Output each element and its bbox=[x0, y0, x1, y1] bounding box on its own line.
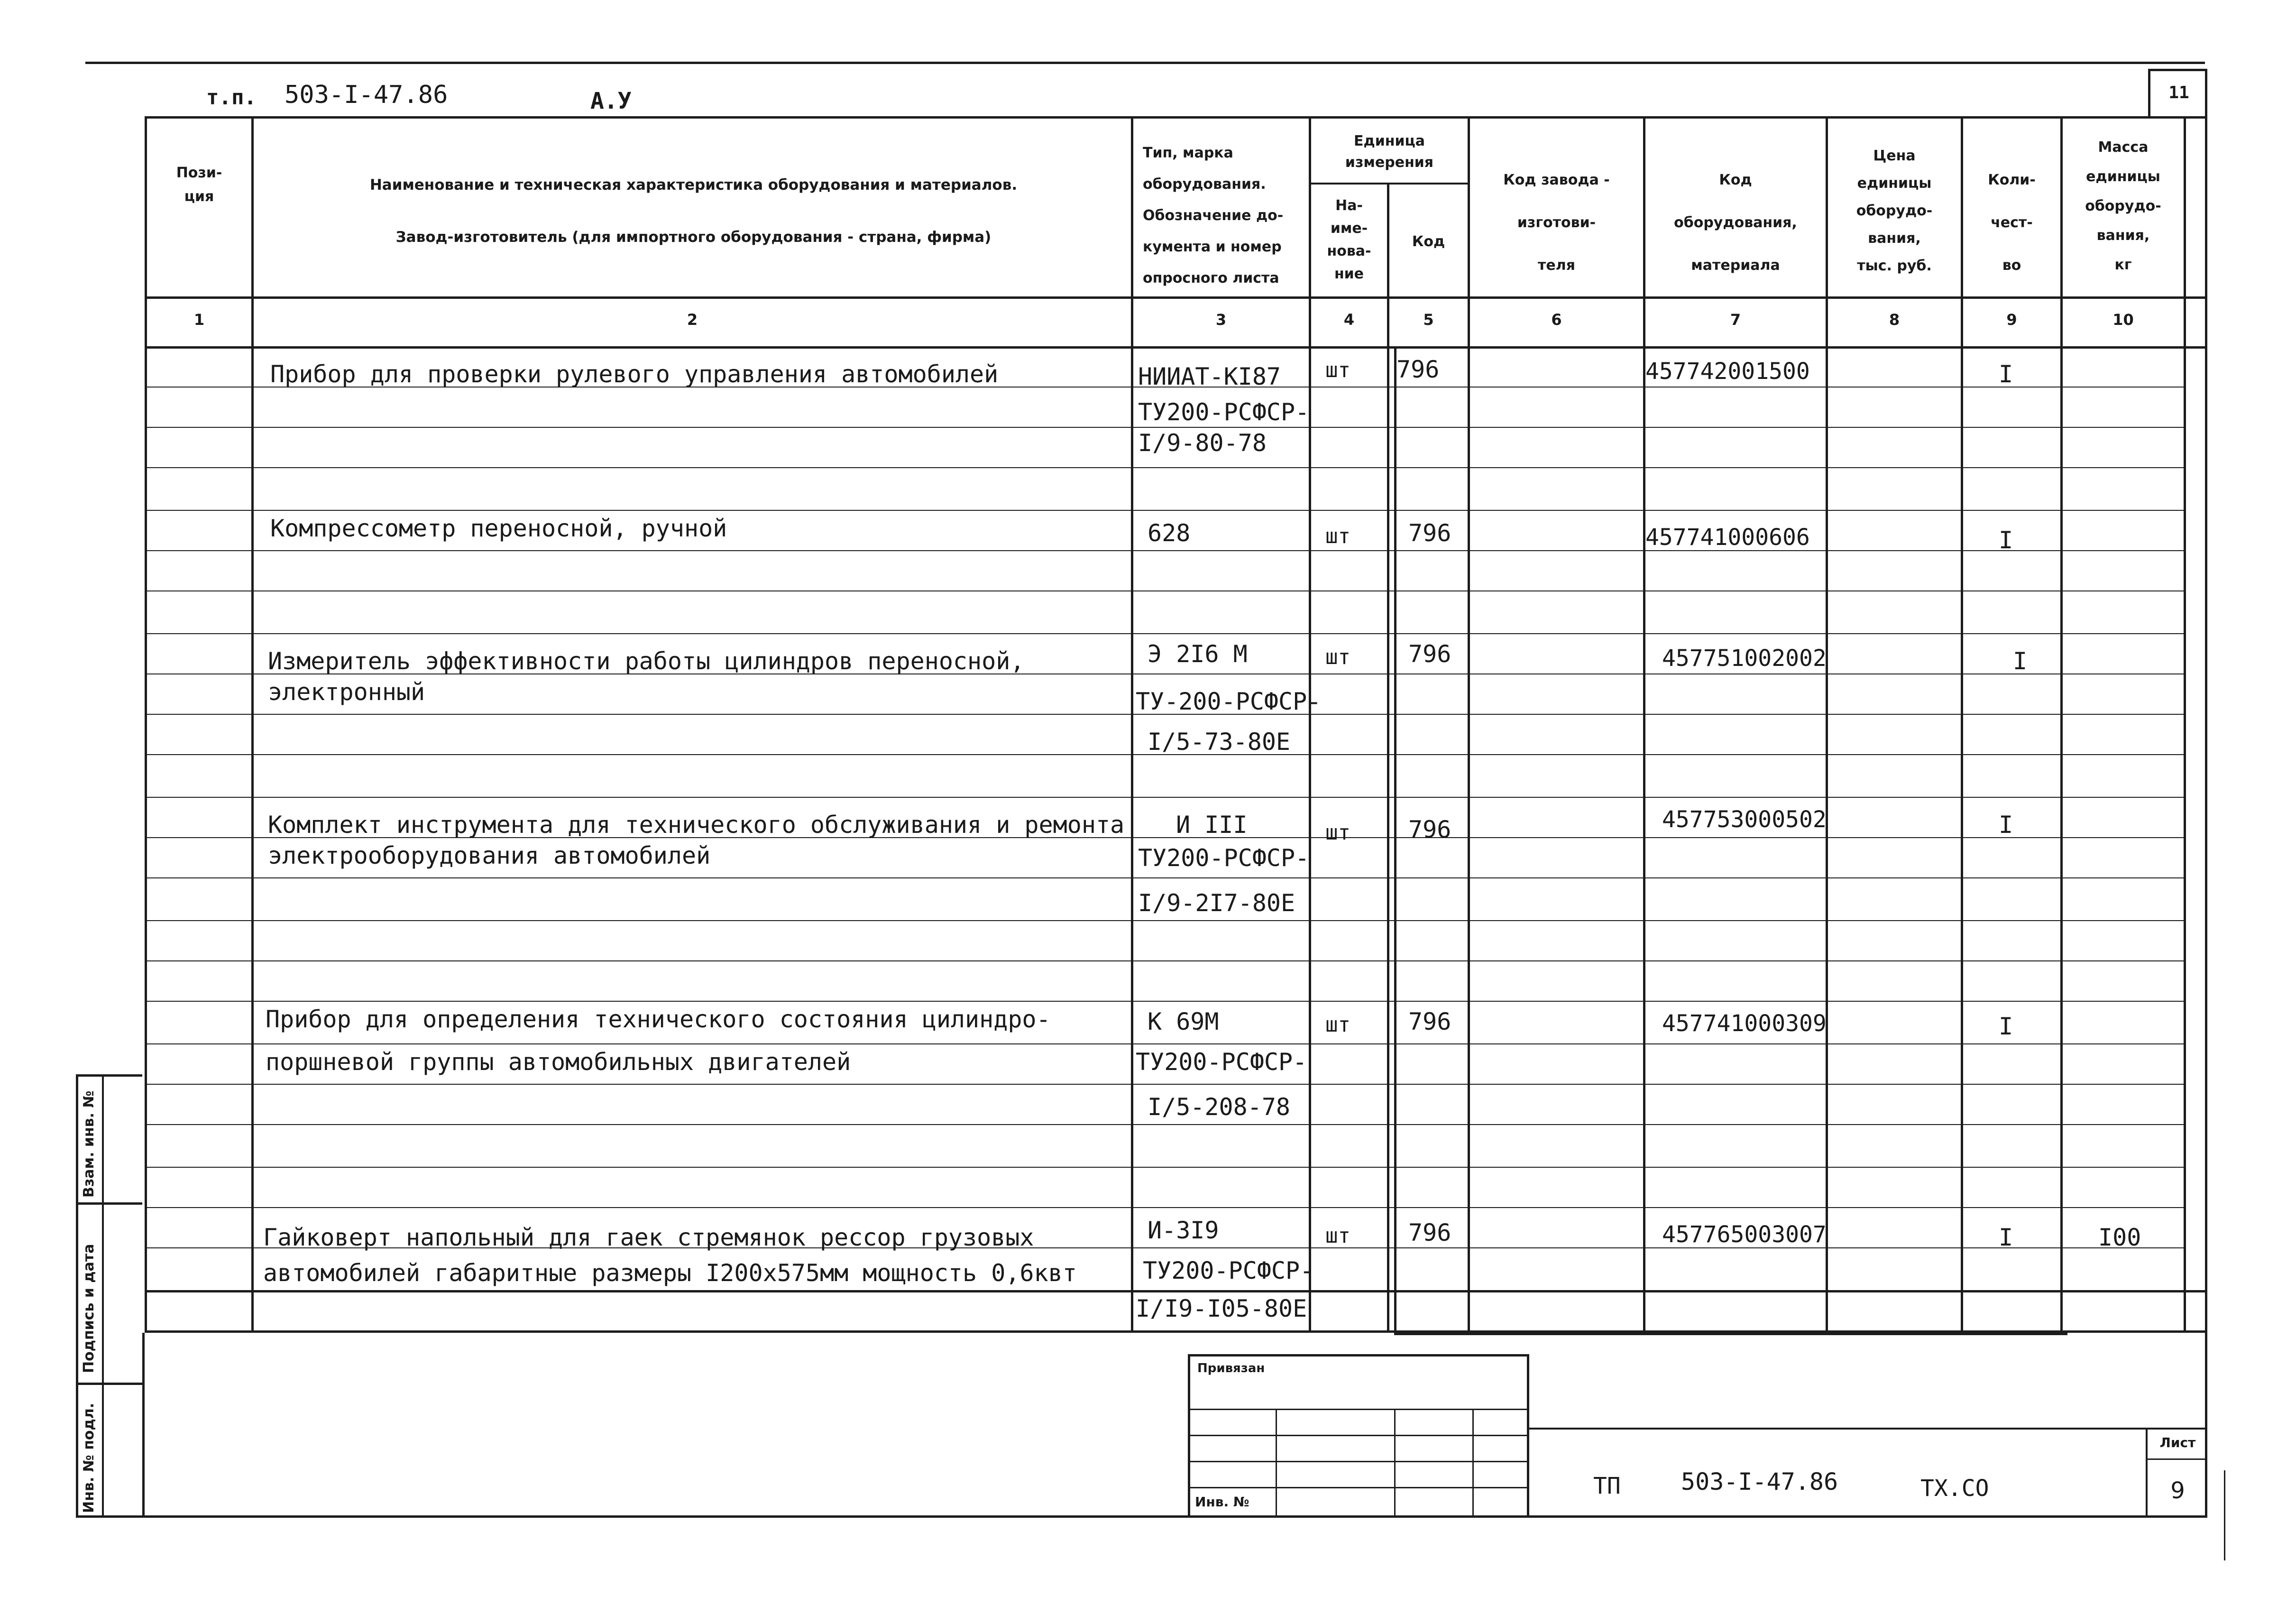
col-header-type: Тип, марка оборудования. Обозначение до- кумента и номер опросного листа bbox=[1143, 145, 1284, 286]
frame-bottom bbox=[76, 1515, 2207, 1518]
item-type: ТУ200-РСФСР- bbox=[1143, 1257, 1314, 1284]
side-label-swap: Взам. инв. № bbox=[81, 1090, 97, 1198]
item-type: I/5-208-78 bbox=[1148, 1093, 1291, 1121]
col-line-2 bbox=[1131, 116, 1133, 1333]
margin-tick bbox=[2224, 1470, 2225, 1560]
stamp-rule bbox=[1188, 1487, 1529, 1488]
item-quantity: I bbox=[2013, 647, 2028, 675]
col-number: 10 bbox=[2112, 311, 2134, 329]
item-unit-code: 796 bbox=[1408, 1008, 1451, 1035]
col-header-mass: Масса единицы оборудо- вания, кг bbox=[2085, 139, 2161, 273]
col-header-unit-name: На- име- нова- ние bbox=[1327, 197, 1371, 282]
titleblock-doc: 503-I-47.86 bbox=[1681, 1468, 1838, 1495]
item-type: I/5-73-80Е bbox=[1148, 728, 1291, 756]
item-name: Комплект инструмента для технического обслуживания и ремонта bbox=[268, 811, 1125, 839]
stamp-rule bbox=[1188, 1409, 1529, 1410]
titleblock-tp: ТП bbox=[1593, 1473, 1621, 1499]
item-name: Прибор для проверки рулевого управления автомобилей bbox=[270, 360, 999, 388]
item-code: 457765003007 bbox=[1662, 1221, 1827, 1248]
item-name: Прибор для определения технического состояния цилиндро- bbox=[266, 1006, 1051, 1033]
col-header-position: Пози- ция bbox=[176, 165, 222, 205]
side-strip-divider bbox=[102, 1074, 104, 1518]
titleblock-top bbox=[1529, 1428, 2207, 1430]
item-quantity: I bbox=[1999, 1224, 2013, 1251]
item-mass: I00 bbox=[2098, 1224, 2141, 1251]
col-number: 2 bbox=[687, 311, 698, 329]
col-header-unit-group: Единица измерения bbox=[1345, 133, 1434, 171]
item-type: ТУ-200-РСФСР- bbox=[1136, 688, 1322, 715]
body-bottom-thick bbox=[1394, 1333, 2067, 1335]
table-body-bottom bbox=[145, 1290, 2207, 1292]
item-type: I/I9-I05-80Е bbox=[1136, 1295, 1307, 1322]
item-code: 457741000606 bbox=[1645, 524, 1810, 551]
col-number: 4 bbox=[1343, 311, 1355, 329]
stamp-col bbox=[1472, 1409, 1474, 1515]
side-label-orig: Инв. № подл. bbox=[81, 1403, 97, 1513]
col-number: 6 bbox=[1551, 311, 1562, 329]
item-code: 457742001500 bbox=[1645, 358, 1810, 385]
titleblock-sheet-rule bbox=[2146, 1458, 2207, 1460]
item-type: НИИАТ-КI87 bbox=[1138, 363, 1281, 390]
frame-right-bottom bbox=[2205, 1333, 2207, 1518]
col-line-6 bbox=[1643, 116, 1645, 1333]
col-header-price: Цена единицы оборудо- вания, тыс. руб. bbox=[1856, 148, 1933, 274]
number-row-rule bbox=[145, 346, 2207, 349]
item-name: поршневой группы автомобильных двигателей bbox=[266, 1048, 851, 1076]
col-header-quantity: Коли- чест- во bbox=[1988, 172, 2036, 274]
item-type: I/9-80-78 bbox=[1138, 429, 1267, 457]
item-unit: шт bbox=[1325, 524, 1350, 548]
stamp-col bbox=[1394, 1409, 1396, 1515]
col-header-equipment-code: Код оборудования, материала bbox=[1674, 172, 1797, 274]
item-code: 457751002002 bbox=[1662, 645, 1827, 672]
item-type: ТУ200-РСФСР- bbox=[1136, 1048, 1307, 1076]
col-number: 8 bbox=[1889, 311, 1900, 329]
item-type: К 69М bbox=[1148, 1008, 1219, 1035]
col-number: 9 bbox=[2006, 311, 2017, 329]
stamp-rule bbox=[1188, 1435, 1529, 1436]
stamp-inv-label: Инв. № bbox=[1195, 1494, 1249, 1510]
side-strip-rule bbox=[76, 1383, 142, 1385]
item-type: Э 2I6 М bbox=[1148, 640, 1248, 668]
item-name: Гайковерт напольный для гаек стремянок рессор грузовых bbox=[263, 1224, 1034, 1251]
body-divider-thick bbox=[1394, 349, 1396, 1335]
item-type: И-3I9 bbox=[1148, 1217, 1219, 1244]
header-bottom-rule bbox=[145, 296, 2207, 299]
col-line-10 bbox=[2184, 116, 2186, 1333]
item-name: электрооборудования автомобилей bbox=[268, 842, 711, 869]
item-name: Компрессометр переносной, ручной bbox=[270, 515, 727, 542]
titleblock-sheet-label: Лист bbox=[2159, 1435, 2196, 1450]
item-unit: шт bbox=[1325, 821, 1350, 845]
col-header-factory-code: Код завода - изготови- теля bbox=[1503, 172, 1610, 274]
doc-ref-prefix: т.п. bbox=[206, 85, 257, 110]
section-code: А.У bbox=[590, 88, 632, 114]
stamp-rule bbox=[1188, 1461, 1529, 1462]
item-name: Измеритель эффективности работы цилиндров переносной, bbox=[268, 647, 1025, 675]
col-line-7 bbox=[1826, 116, 1828, 1333]
item-unit: шт bbox=[1325, 645, 1350, 669]
item-unit-code: 796 bbox=[1408, 1219, 1451, 1246]
item-type: ТУ200-РСФСР- bbox=[1138, 398, 1310, 426]
col-line-4 bbox=[1387, 183, 1389, 1333]
col-line-8 bbox=[1961, 116, 1963, 1333]
side-strip-rule bbox=[76, 1202, 142, 1205]
item-quantity: I bbox=[1999, 1013, 2013, 1040]
item-unit-code: 796 bbox=[1408, 519, 1451, 547]
item-type: 628 bbox=[1148, 519, 1191, 547]
titleblock-sheet-divider bbox=[2146, 1428, 2148, 1518]
stamp-linked-label: Привязан bbox=[1197, 1361, 1265, 1375]
item-unit-code: 796 bbox=[1408, 640, 1451, 668]
item-type: И III bbox=[1176, 811, 1248, 839]
col-number: 7 bbox=[1730, 311, 1741, 329]
col-number: 3 bbox=[1215, 311, 1227, 329]
top-rule bbox=[85, 62, 2205, 64]
titleblock-code: ТХ.СО bbox=[1920, 1475, 1989, 1502]
col-header-unit-code: Код bbox=[1412, 233, 1445, 250]
col-line-3 bbox=[1309, 116, 1311, 1333]
col-line-9 bbox=[2060, 116, 2063, 1333]
frame-left-bottom bbox=[142, 1333, 145, 1518]
item-code: 457753000502 bbox=[1662, 806, 1827, 833]
col-header-name: Наименование и техническая характеристика оборудования и материалов. Завод-изготовитель (для импортного оборудования - страна, фирма) bbox=[369, 176, 1018, 246]
item-unit-code: 796 bbox=[1408, 816, 1451, 843]
item-code: 457741000309 bbox=[1662, 1010, 1827, 1037]
item-type: ТУ200-РСФСР- bbox=[1138, 844, 1310, 872]
titleblock-sheet-number: 9 bbox=[2170, 1477, 2185, 1504]
item-quantity: I bbox=[1999, 360, 2013, 388]
item-type: I/9-2I7-80Е bbox=[1138, 889, 1295, 917]
corner-page-number: 11 bbox=[2168, 83, 2189, 102]
col-line-5 bbox=[1468, 116, 1470, 1333]
item-quantity: I bbox=[1999, 526, 2013, 554]
col-line-1 bbox=[251, 116, 254, 1333]
item-name: электронный bbox=[268, 678, 425, 706]
stamp-col bbox=[1276, 1409, 1277, 1515]
item-unit-code: 796 bbox=[1396, 356, 1440, 383]
item-quantity: I bbox=[1999, 811, 2013, 839]
item-unit: шт bbox=[1325, 1224, 1350, 1248]
doc-ref: 503-I-47.86 bbox=[285, 81, 448, 109]
item-unit: шт bbox=[1325, 358, 1350, 382]
item-name: автомобилей габаритные размеры I200х575мм мощность 0,6квт bbox=[263, 1259, 1077, 1287]
side-label-sign: Подпись и дата bbox=[81, 1244, 97, 1373]
item-unit: шт bbox=[1325, 1013, 1350, 1037]
col-number: 1 bbox=[193, 311, 205, 329]
col-number: 5 bbox=[1423, 311, 1434, 329]
